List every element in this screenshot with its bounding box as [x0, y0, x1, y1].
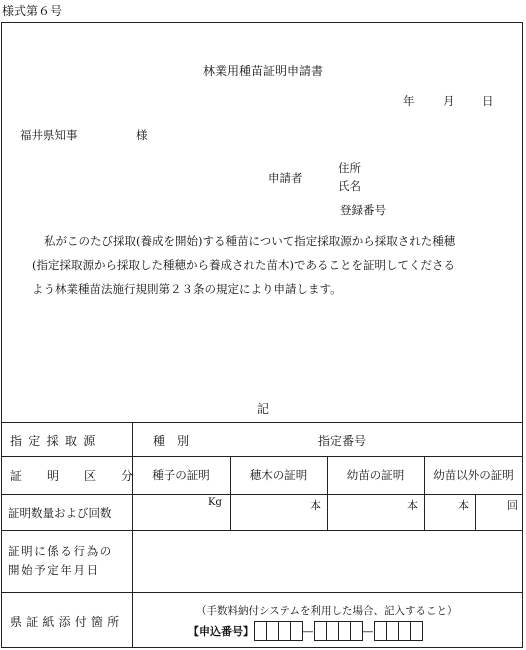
applicant-label: 申請者	[268, 171, 303, 185]
option-non-seedling[interactable]: 幼苗以外の証明	[433, 468, 514, 482]
option-scion[interactable]: 穂木の証明	[249, 468, 308, 482]
applicant-reg-no-label: 登録番号	[340, 203, 386, 217]
table-line	[132, 422, 133, 648]
table-line	[475, 494, 476, 530]
species-label: 種 別	[153, 434, 190, 448]
unit-hon-2: 本	[407, 499, 418, 512]
table-line	[1, 456, 523, 457]
option-seed[interactable]: 種子の証明	[152, 468, 210, 482]
body-line-1: 私がこのたび採取(養成を開始)する種苗について指定採取源から採取された種穂	[44, 234, 456, 248]
applicant-name-label: 氏名	[338, 179, 361, 193]
row-label-start-date-1: 証明に係る行為の	[8, 544, 113, 558]
table-line	[1, 592, 523, 593]
date-year: 年	[403, 94, 415, 108]
document-title: 林業用種苗証明申請書	[202, 64, 323, 78]
body-line-2: (指定採取源から採取した種穂から養成された苗木)であることを証明してくださる	[32, 258, 455, 272]
row-label-certification-category: 証明区分	[10, 469, 159, 483]
apply-no-boxes-3[interactable]	[374, 624, 422, 637]
apply-no-boxes-1[interactable]	[254, 624, 302, 637]
date-month: 月	[443, 94, 455, 108]
stamp-note: （手数料納付システムを利用した場合、記入すること）	[196, 605, 458, 617]
dash: —	[302, 624, 314, 638]
unit-kai: 回	[507, 499, 518, 512]
apply-no-field[interactable]	[188, 621, 422, 641]
row-label-designated-source: 指定採取源	[10, 434, 102, 448]
option-seedling[interactable]: 幼苗の証明	[346, 468, 405, 482]
date-day: 日	[482, 94, 494, 108]
form-label: 様式第６号	[2, 4, 63, 18]
unit-hon-1: 本	[310, 499, 321, 512]
dash: —	[362, 624, 374, 638]
designation-no-label: 指定番号	[318, 434, 367, 448]
table-line	[1, 422, 523, 423]
apply-no-label: 【申込番号】	[188, 625, 254, 638]
table-line	[1, 494, 523, 495]
ki-heading: 記	[256, 402, 269, 416]
applicant-address-label: 住所	[338, 161, 361, 175]
body-line-3: よう林業種苗法施行規則第２３条の規定により申請します。	[32, 282, 342, 296]
table-line	[1, 530, 523, 531]
row-label-start-date-2: 開始予定年月日	[8, 563, 100, 577]
addressee-honorific: 様	[136, 128, 148, 142]
row-label-stamp-area: 県証紙添付箇所	[10, 615, 124, 629]
row-label-quantity: 証明数量および回数	[8, 506, 112, 520]
unit-kg: Kg	[208, 497, 222, 508]
apply-no-boxes-2[interactable]	[314, 624, 362, 637]
addressee-name: 福井県知事	[20, 128, 78, 142]
unit-hon-3: 本	[458, 499, 469, 512]
